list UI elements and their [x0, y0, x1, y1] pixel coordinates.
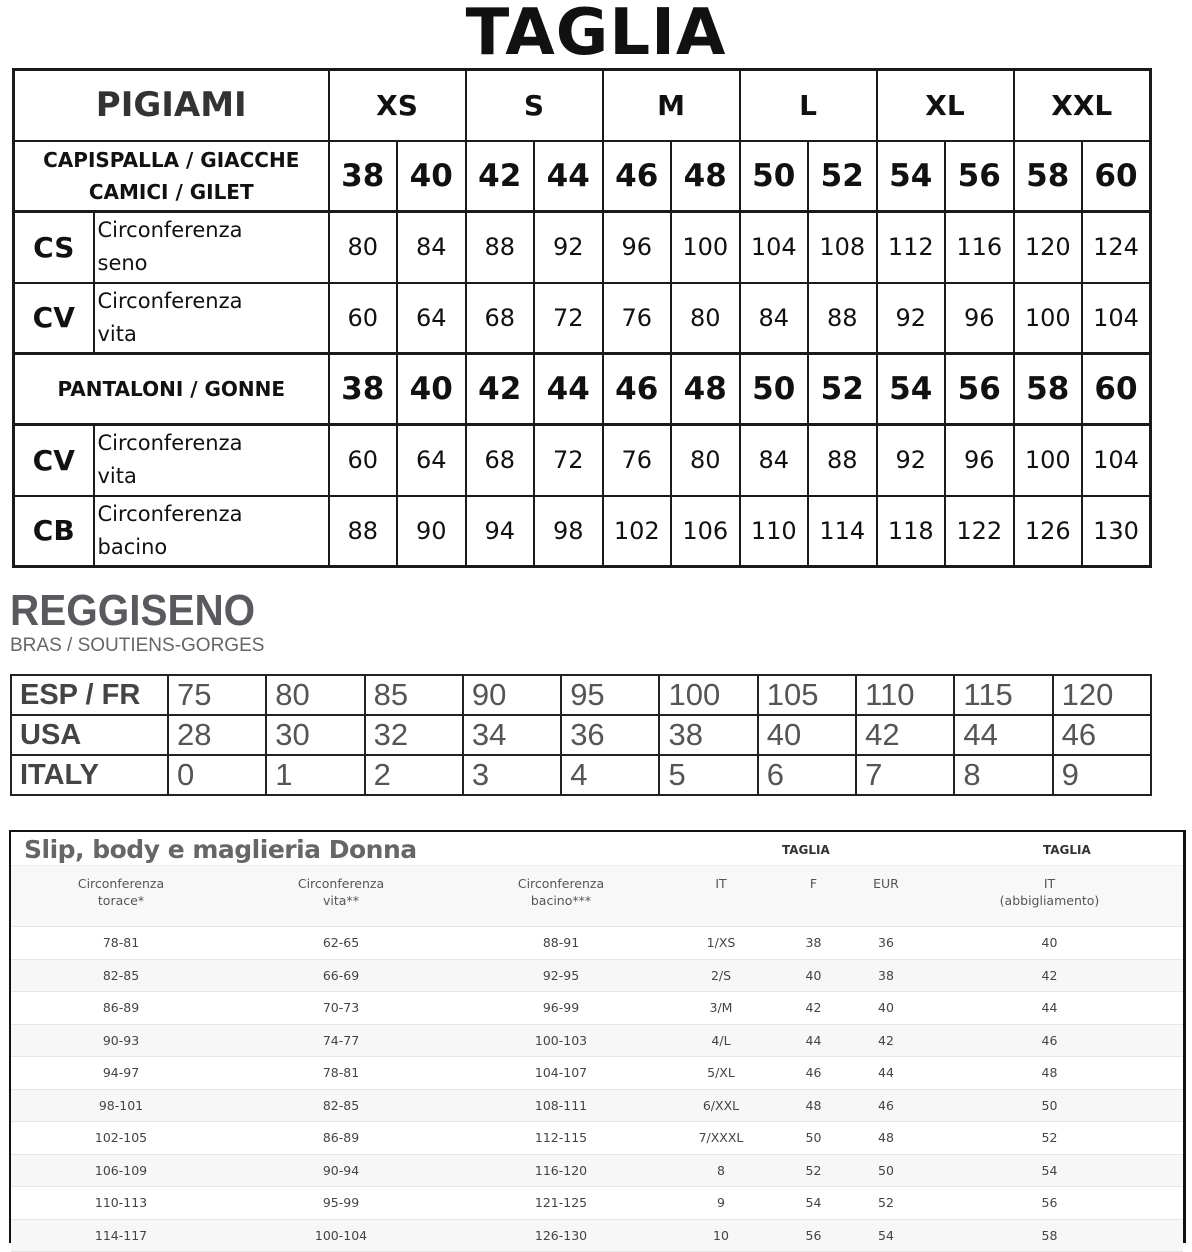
table-row — [11, 927, 1183, 960]
column-header — [771, 866, 856, 927]
measurement-value: 76 — [603, 425, 672, 496]
measurement-abbr: CV — [14, 425, 94, 496]
measurement-row — [14, 283, 1151, 354]
table-cell: 3/M — [671, 992, 771, 1025]
table-row — [11, 959, 1183, 992]
table-cell: 116-120 — [451, 1154, 671, 1187]
size-number: 46 — [603, 354, 672, 425]
desc-line: vita — [97, 464, 137, 489]
size-number: 52 — [808, 141, 877, 212]
table-cell: 66-69 — [231, 959, 451, 992]
size-group-label: XXL — [1014, 70, 1151, 141]
table-cell: 62-65 — [231, 927, 451, 960]
table-cell: 102-105 — [11, 1122, 231, 1155]
measurement-value: 80 — [329, 212, 398, 283]
column-header — [671, 866, 771, 927]
size-group-label: M — [603, 70, 740, 141]
bra-size-value: 32 — [365, 715, 463, 755]
measurement-value: 92 — [877, 283, 946, 354]
measurement-value: 60 — [329, 283, 398, 354]
table-row — [11, 1024, 1183, 1057]
pigiami-size-table — [12, 68, 1152, 568]
bra-row — [11, 715, 1151, 755]
bra-size-value: 7 — [856, 755, 954, 795]
table-cell: 48 — [916, 1057, 1183, 1090]
table-cell: 38 — [771, 927, 856, 960]
bra-size-value: 5 — [659, 755, 757, 795]
table-cell: 95-99 — [231, 1187, 451, 1220]
measurement-value: 98 — [534, 496, 603, 567]
measurement-value: 126 — [1014, 496, 1083, 567]
table-cell: 8 — [671, 1154, 771, 1187]
table-cell: 1/XS — [671, 927, 771, 960]
bra-size-value: 46 — [1053, 715, 1151, 755]
table-cell: 6/XXL — [671, 1089, 771, 1122]
column-header-line: Circonferenza — [297, 876, 385, 891]
column-header — [856, 866, 916, 927]
measurement-value: 110 — [740, 496, 809, 567]
size-group-label: L — [740, 70, 877, 141]
measurement-value: 104 — [740, 212, 809, 283]
bra-size-value: 105 — [758, 675, 856, 715]
measurement-desc — [94, 425, 329, 496]
table-cell: 36 — [856, 927, 916, 960]
bra-size-value: 85 — [365, 675, 463, 715]
table-cell: 40 — [856, 992, 916, 1025]
measurement-value: 72 — [534, 283, 603, 354]
bra-size-value: 38 — [659, 715, 757, 755]
bra-size-value: 6 — [758, 755, 856, 795]
measurement-value: 68 — [466, 425, 535, 496]
table-cell: 90-94 — [231, 1154, 451, 1187]
table-row — [11, 1089, 1183, 1122]
size-number: 38 — [329, 141, 398, 212]
bra-size-value: 1 — [266, 755, 364, 795]
slip-size-panel — [9, 830, 1186, 1243]
bra-row — [11, 675, 1151, 715]
column-header-line: vita** — [323, 893, 359, 908]
desc-line: seno — [97, 251, 148, 276]
table-cell: 88-91 — [451, 927, 671, 960]
bra-size-value: 120 — [1053, 675, 1151, 715]
bra-size-value: 3 — [463, 755, 561, 795]
measurement-value: 118 — [877, 496, 946, 567]
size-number: 48 — [671, 141, 740, 212]
measurement-value: 72 — [534, 425, 603, 496]
size-group-label: XL — [877, 70, 1014, 141]
measurement-value: 108 — [808, 212, 877, 283]
size-number: 58 — [1014, 354, 1083, 425]
table-row — [11, 1154, 1183, 1187]
table-cell: 44 — [856, 1057, 916, 1090]
measurement-value: 104 — [1082, 283, 1151, 354]
category-line: CAMICI / GILET — [88, 179, 254, 204]
column-header-line: bacino*** — [530, 893, 592, 908]
column-header-line: (abbigliamento) — [999, 893, 1100, 908]
measurement-value: 88 — [466, 212, 535, 283]
category-line: PANTALONI / GONNE — [57, 377, 286, 401]
measurement-value: 100 — [1014, 283, 1083, 354]
measurement-value: 88 — [808, 283, 877, 354]
table-cell: 78-81 — [231, 1057, 451, 1090]
table-cell: 74-77 — [231, 1024, 451, 1057]
measurement-desc — [94, 283, 329, 354]
column-header-line: IT — [1043, 876, 1056, 891]
column-header-line: EUR — [873, 876, 899, 891]
table-cell: 110-113 — [11, 1187, 231, 1220]
bra-size-value: 95 — [561, 675, 659, 715]
table-cell: 42 — [916, 959, 1183, 992]
measurement-value: 64 — [397, 425, 466, 496]
table-cell: 7/XXXL — [671, 1122, 771, 1155]
reggiseno-title: REGGISENO — [10, 586, 256, 635]
desc-line: Circonferenza — [97, 431, 243, 456]
size-number: 50 — [740, 141, 809, 212]
table-cell: 56 — [916, 1187, 1183, 1220]
measurement-abbr: CS — [14, 212, 94, 283]
bra-size-value: 34 — [463, 715, 561, 755]
measurement-value: 96 — [945, 425, 1014, 496]
table-cell: 100-104 — [231, 1219, 451, 1252]
size-number: 60 — [1082, 354, 1151, 425]
taglia-group-label: TAGLIA — [1043, 843, 1091, 857]
bra-size-value: 40 — [758, 715, 856, 755]
measurement-value: 96 — [945, 283, 1014, 354]
table-cell: 48 — [771, 1089, 856, 1122]
measurement-value: 64 — [397, 283, 466, 354]
bra-size-table — [10, 674, 1152, 796]
size-number: 40 — [397, 141, 466, 212]
desc-line: Circonferenza — [97, 288, 243, 313]
size-number: 46 — [603, 141, 672, 212]
table-row — [11, 1057, 1183, 1090]
bra-size-value: 115 — [954, 675, 1052, 715]
table-cell: 112-115 — [451, 1122, 671, 1155]
table-cell: 58 — [916, 1219, 1183, 1252]
table-cell: 42 — [856, 1024, 916, 1057]
bra-row — [11, 755, 1151, 795]
bra-size-value: 90 — [463, 675, 561, 715]
table-row — [11, 992, 1183, 1025]
measurement-abbr: CV — [14, 283, 94, 354]
table-cell: 100-103 — [451, 1024, 671, 1057]
table-cell: 5/XL — [671, 1057, 771, 1090]
table-cell: 82-85 — [231, 1089, 451, 1122]
column-header — [916, 866, 1183, 927]
category-row — [14, 141, 1151, 212]
size-group-label: XS — [329, 70, 466, 141]
table-cell: 82-85 — [11, 959, 231, 992]
bra-size-value: 42 — [856, 715, 954, 755]
measurement-value: 114 — [808, 496, 877, 567]
size-number: 54 — [877, 354, 946, 425]
measurement-value: 120 — [1014, 212, 1083, 283]
table-cell: 70-73 — [231, 992, 451, 1025]
measurement-value: 68 — [466, 283, 535, 354]
table-cell: 46 — [856, 1089, 916, 1122]
bra-size-value: 80 — [266, 675, 364, 715]
measurement-row — [14, 212, 1151, 283]
measurement-row — [14, 496, 1151, 567]
table-cell: 50 — [856, 1154, 916, 1187]
measurement-value: 92 — [534, 212, 603, 283]
bra-size-value: 75 — [168, 675, 266, 715]
table-cell: 52 — [916, 1122, 1183, 1155]
table-cell: 54 — [916, 1154, 1183, 1187]
bra-size-value: 0 — [168, 755, 266, 795]
slip-size-table — [11, 865, 1183, 1252]
table-cell: 46 — [916, 1024, 1183, 1057]
table-cell: 44 — [771, 1024, 856, 1057]
measurement-value: 92 — [877, 425, 946, 496]
table-cell: 10 — [671, 1219, 771, 1252]
column-header-line: IT — [715, 876, 727, 891]
measurement-value: 76 — [603, 283, 672, 354]
measurement-value: 112 — [877, 212, 946, 283]
table-cell: 54 — [771, 1187, 856, 1220]
column-header — [451, 866, 671, 927]
table-cell: 104-107 — [451, 1057, 671, 1090]
table-cell: 42 — [771, 992, 856, 1025]
size-number: 52 — [808, 354, 877, 425]
table-cell: 52 — [771, 1154, 856, 1187]
bra-size-value: 28 — [168, 715, 266, 755]
size-number: 58 — [1014, 141, 1083, 212]
measurement-value: 84 — [740, 283, 809, 354]
table-cell: 50 — [771, 1122, 856, 1155]
table-cell: 56 — [771, 1219, 856, 1252]
measurement-value: 106 — [671, 496, 740, 567]
table-cell: 114-117 — [11, 1219, 231, 1252]
measurement-value: 90 — [397, 496, 466, 567]
table-cell: 9 — [671, 1187, 771, 1220]
bra-size-value: 4 — [561, 755, 659, 795]
bra-size-value: 30 — [266, 715, 364, 755]
category-line: CAPISPALLA / GIACCHE — [43, 147, 300, 172]
measurement-value: 94 — [466, 496, 535, 567]
column-header-line: F — [809, 876, 818, 891]
bra-size-value: 2 — [365, 755, 463, 795]
desc-line: Circonferenza — [97, 218, 243, 243]
measurement-value: 130 — [1082, 496, 1151, 567]
size-number: 38 — [329, 354, 398, 425]
page-title: TAGLIA — [465, 0, 727, 70]
category-row — [14, 354, 1151, 425]
measurement-value: 88 — [329, 496, 398, 567]
bra-size-value: 9 — [1053, 755, 1151, 795]
table-row — [11, 1187, 1183, 1220]
measurement-value: 96 — [603, 212, 672, 283]
table-cell: 4/L — [671, 1024, 771, 1057]
bra-size-value: 110 — [856, 675, 954, 715]
size-number: 56 — [945, 141, 1014, 212]
size-number: 44 — [534, 354, 603, 425]
table-cell: 44 — [916, 992, 1183, 1025]
table-cell: 40 — [771, 959, 856, 992]
table-cell: 94-97 — [11, 1057, 231, 1090]
table-cell: 90-93 — [11, 1024, 231, 1057]
bra-system-label: USA — [11, 715, 168, 755]
measurement-value: 84 — [397, 212, 466, 283]
measurement-value: 88 — [808, 425, 877, 496]
table-cell: 78-81 — [11, 927, 231, 960]
column-header-line: Circonferenza — [77, 876, 165, 891]
measurement-value: 80 — [671, 425, 740, 496]
measurement-value: 122 — [945, 496, 1014, 567]
reggiseno-subtitle: BRAS / SOUTIENS-GORGES — [10, 635, 265, 656]
measurement-desc — [94, 496, 329, 567]
measurement-desc — [94, 212, 329, 283]
bra-system-label: ITALY — [11, 755, 168, 795]
size-number: 42 — [466, 141, 535, 212]
table-cell: 121-125 — [451, 1187, 671, 1220]
table-cell: 96-99 — [451, 992, 671, 1025]
measurement-value: 104 — [1082, 425, 1151, 496]
table-cell: 2/S — [671, 959, 771, 992]
desc-line: Circonferenza — [97, 501, 243, 526]
column-header — [231, 866, 451, 927]
bra-size-value: 8 — [954, 755, 1052, 795]
column-header — [11, 866, 231, 927]
table-cell: 52 — [856, 1187, 916, 1220]
measurement-value: 100 — [671, 212, 740, 283]
size-group-label: S — [466, 70, 603, 141]
table-cell: 48 — [856, 1122, 916, 1155]
size-number: 50 — [740, 354, 809, 425]
measurement-abbr: CB — [14, 496, 94, 567]
category-label — [14, 141, 329, 212]
measurement-value: 116 — [945, 212, 1014, 283]
table-cell: 38 — [856, 959, 916, 992]
size-number: 42 — [466, 354, 535, 425]
taglia-group-label: TAGLIA — [782, 843, 830, 857]
table-cell: 40 — [916, 927, 1183, 960]
column-header-line: Circonferenza — [517, 876, 605, 891]
desc-line: vita — [97, 321, 137, 346]
measurement-value: 60 — [329, 425, 398, 496]
bra-size-value: 36 — [561, 715, 659, 755]
desc-line: bacino — [97, 534, 168, 559]
table-row — [11, 1122, 1183, 1155]
table-cell: 108-111 — [451, 1089, 671, 1122]
size-number: 44 — [534, 141, 603, 212]
bra-size-value: 44 — [954, 715, 1052, 755]
measurement-value: 100 — [1014, 425, 1083, 496]
size-number: 40 — [397, 354, 466, 425]
measurement-value: 80 — [671, 283, 740, 354]
table-cell: 46 — [771, 1057, 856, 1090]
measurement-value: 84 — [740, 425, 809, 496]
bra-system-label: ESP / FR — [11, 675, 168, 715]
size-number: 56 — [945, 354, 1014, 425]
table-cell: 98-101 — [11, 1089, 231, 1122]
table-cell: 126-130 — [451, 1219, 671, 1252]
column-header-line: torace* — [97, 893, 145, 908]
category-label — [14, 354, 329, 425]
measurement-value: 102 — [603, 496, 672, 567]
bra-size-value: 100 — [659, 675, 757, 715]
size-number: 60 — [1082, 141, 1151, 212]
measurement-value: 124 — [1082, 212, 1151, 283]
size-number: 54 — [877, 141, 946, 212]
size-group-header-row — [14, 70, 1151, 141]
table-cell: 54 — [856, 1219, 916, 1252]
slip-title: Slip, body e maglieria Donna — [24, 835, 417, 864]
measurement-row — [14, 425, 1151, 496]
table-cell: 92-95 — [451, 959, 671, 992]
table-row — [11, 1219, 1183, 1252]
table-cell: 86-89 — [231, 1122, 451, 1155]
table-cell: 50 — [916, 1089, 1183, 1122]
table-cell: 106-109 — [11, 1154, 231, 1187]
size-number: 48 — [671, 354, 740, 425]
table-cell: 86-89 — [11, 992, 231, 1025]
pigiami-header: PIGIAMI — [14, 70, 329, 141]
